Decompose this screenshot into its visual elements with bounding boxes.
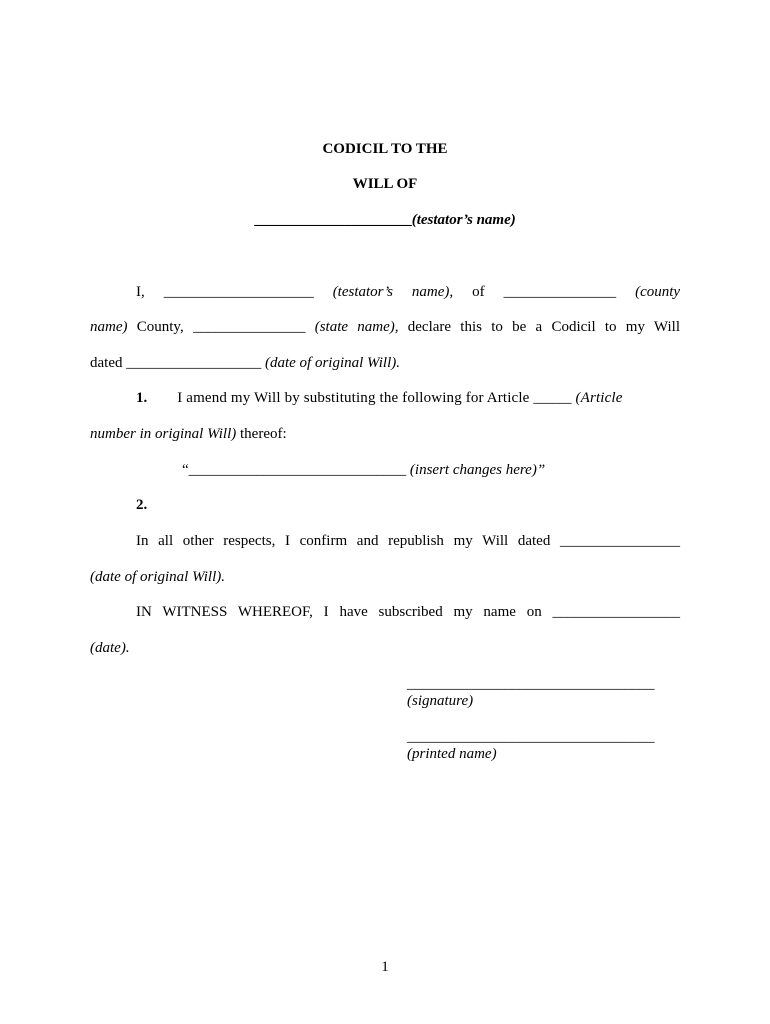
para1-line-2 <box>90 319 680 336</box>
witness-date-blank[interactable]: _________________ <box>552 604 680 620</box>
county-label-b: name) <box>90 319 128 335</box>
item1-line-2 <box>90 426 287 443</box>
signature-blank[interactable]: _________________________________ <box>407 676 655 692</box>
printed-name-blank[interactable]: _________________________________ <box>407 729 655 745</box>
item2-line-2 <box>90 569 225 586</box>
signature-label-text: (signature) <box>407 693 474 709</box>
changes-blank[interactable]: _____________________________ <box>188 462 407 478</box>
item2-line-1 <box>136 533 680 550</box>
item1-text: I amend my Will by substituting the following for Article <box>177 390 530 406</box>
article-label-b: number in original Will) <box>90 426 237 442</box>
printed-name-label-text: (printed name) <box>407 746 497 762</box>
testator-name-blank[interactable]: _____________________ <box>254 212 412 228</box>
testator-blank[interactable]: ____________________ <box>163 284 314 300</box>
open-quote: “ <box>182 462 189 478</box>
witness-line-1 <box>136 604 680 621</box>
original-will-date-blank[interactable]: __________________ <box>126 355 262 371</box>
printed-name-label <box>407 746 497 763</box>
declare-text: declare this to be a Codicil to my Will <box>407 319 680 335</box>
page-number: 1 <box>381 959 389 975</box>
para1-line-1 <box>136 284 680 301</box>
witness-date-label: (date). <box>90 640 130 656</box>
state-blank[interactable]: _______________ <box>192 319 306 335</box>
of-word: of <box>472 284 485 300</box>
witness-line-2 <box>90 640 130 657</box>
item2-number-line <box>136 497 147 514</box>
county-word: County, <box>136 319 184 335</box>
dated-word: dated <box>90 355 123 371</box>
para1-line-3 <box>90 355 400 372</box>
item1-number: 1. <box>136 390 148 406</box>
signature-label <box>407 693 473 710</box>
original-will-date-label: (date of original Will). <box>264 355 400 371</box>
republish-date-label: (date of original Will). <box>90 569 225 585</box>
article-blank[interactable]: _____ <box>533 390 572 406</box>
article-label-a: (Article <box>575 390 623 406</box>
witness-text: IN WITNESS WHEREOF, I have subscribed my name on <box>136 604 542 620</box>
testator-name-heading <box>0 212 770 229</box>
thereof-word: thereof: <box>240 426 287 442</box>
county-blank[interactable]: _______________ <box>503 284 617 300</box>
para1-i: I, <box>136 284 145 300</box>
insert-changes-line <box>182 462 545 479</box>
testator-name-label: (testator’s name) <box>411 212 516 228</box>
item2-text: In all other respects, I confirm and republish my Will dated <box>136 533 551 549</box>
state-label: (state name), <box>314 319 399 335</box>
changes-label: (insert changes here)” <box>409 462 546 478</box>
item1-line-1 <box>136 390 680 407</box>
title-line-1: CODICIL TO THE <box>322 141 448 157</box>
item2-number: 2. <box>136 497 148 513</box>
county-label-a: (county <box>635 284 681 300</box>
republish-date-blank[interactable]: ________________ <box>560 533 680 549</box>
testator-label: (testator’s name), <box>332 284 454 300</box>
title-line-2: WILL OF <box>352 176 418 192</box>
